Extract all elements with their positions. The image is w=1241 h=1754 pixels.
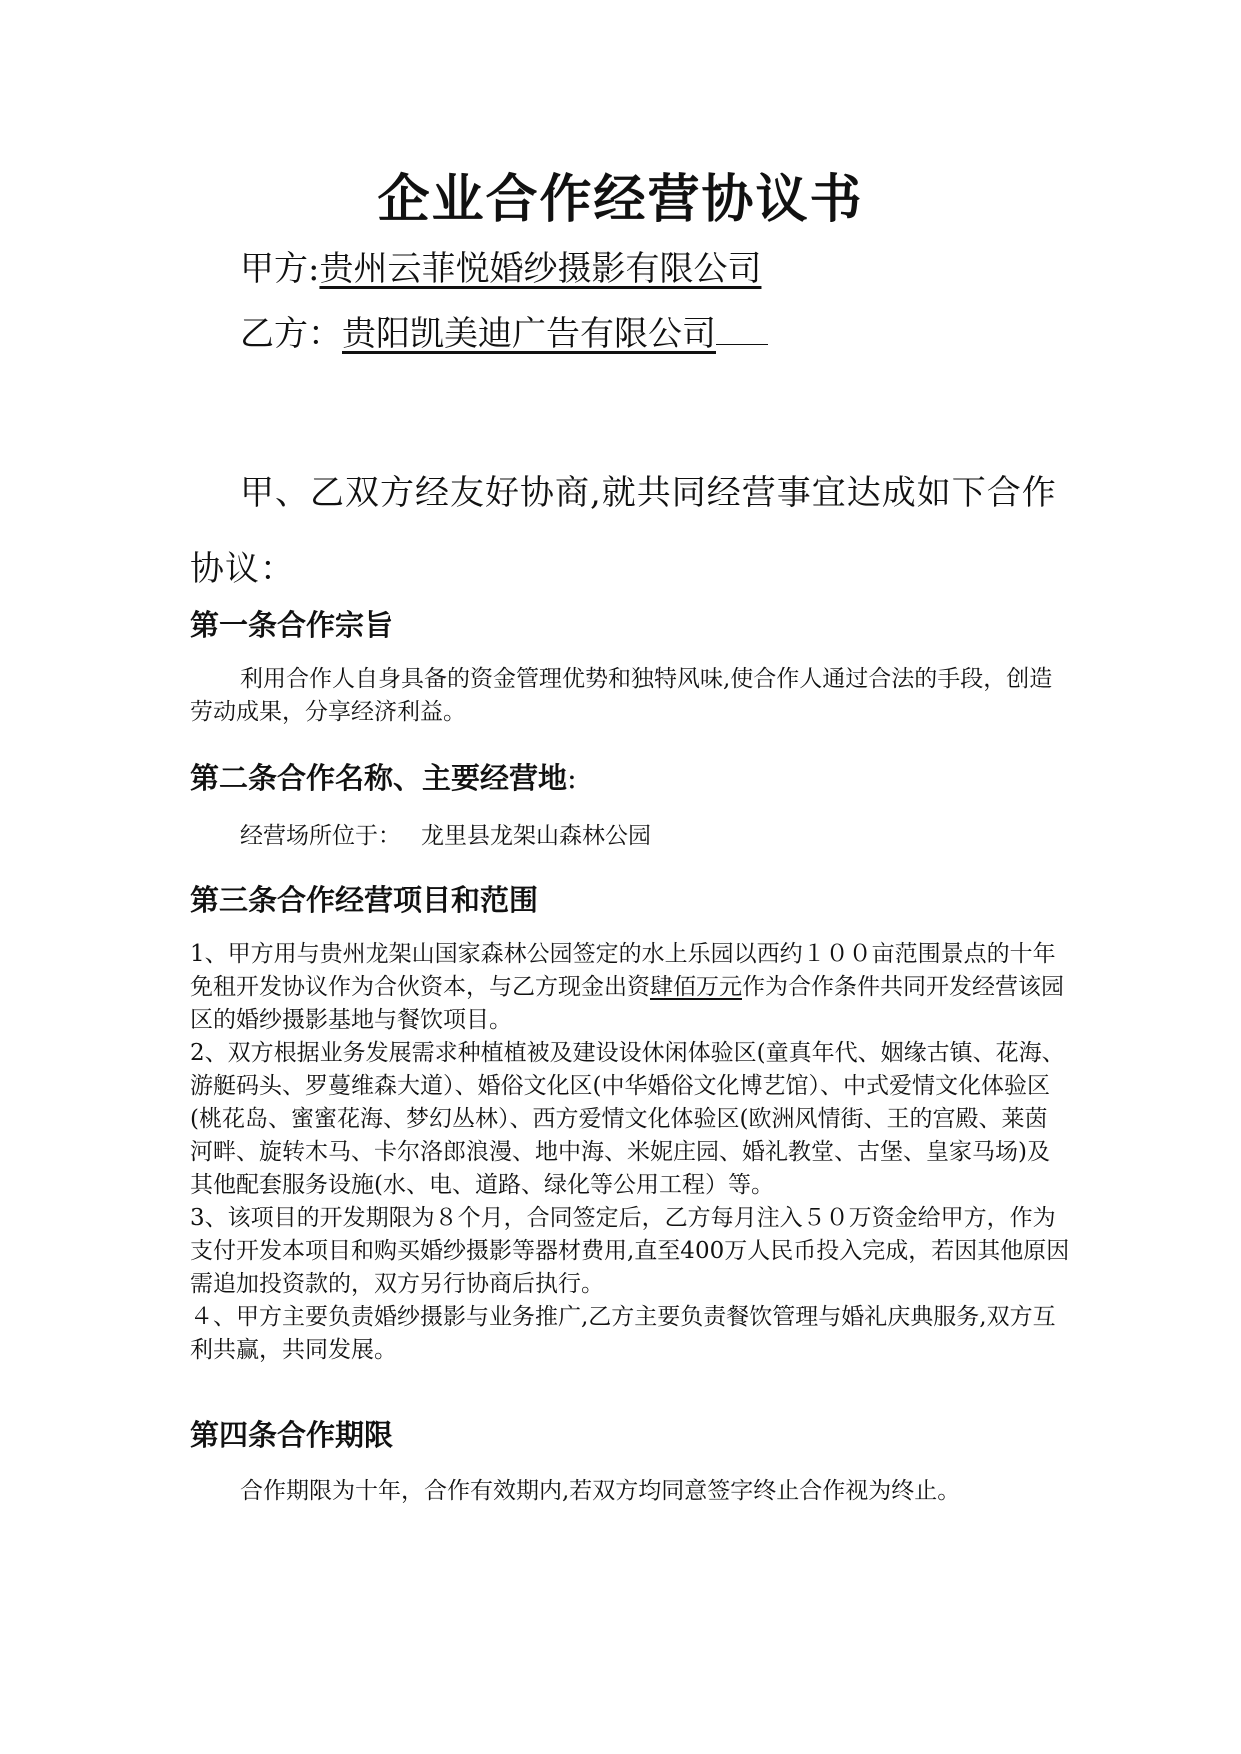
- location-label: 经营场所位于：: [240, 823, 401, 849]
- article-3-item-2: 2、双方根据业务发展需求种植植被及建设设休闲体验区(童真年代、姻缘古镇、花海、游艇码头、罗蔓维森大道）、婚俗文化区(中华婚俗文化博艺馆）、中式爱情文化体验区(桃花岛、蜜蜜花海、梦幻丛林）、西方爱情文化体验区(欧洲风情街、王的宫殿、莱茵河畔、旋转木马、卡尔洛郎浪漫、地中海、米妮庄园、婚礼教堂、古堡、皇家马场)及其他配套服务设施(水、电、道路、绿化等公用工程）等。: [190, 1040, 1065, 1198]
- article-2-location-line: [240, 820, 1040, 853]
- party-a-name: 贵州云菲悦婚纱摄影有限公司: [319, 249, 762, 289]
- article-1-heading: 第一条合作宗旨: [190, 608, 394, 642]
- article-3-item-4: ４、甲方主要负责婚纱摄影与业务推广,乙方主要负责餐饮管理与婚礼庆典服务,双方互利共赢，共同发展。: [190, 1304, 1056, 1363]
- party-b-name: 贵阳凯美迪广告有限公司: [342, 314, 716, 354]
- investment-amount: 肆佰万元: [650, 974, 742, 1000]
- article-2-heading-colon: :: [567, 761, 577, 795]
- article-1-text: 利用合作人自身具备的资金管理优势和独特风味,使合作人通过合法的手段，创造劳动成果，分享经济利益。: [190, 666, 1053, 725]
- article-3-body: [190, 938, 1070, 1367]
- article-3-item-1: 1、甲方用与贵州龙架山国家森林公园签定的水上乐园以西约１００亩范围景点的十年免租开发协议作为合伙资本，与乙方现金出资肆佰万元作为合作条件共同开发经营该园区的婚纱摄影基地与餐饮项目。: [190, 941, 1064, 1033]
- party-a-label: 甲方:: [240, 249, 320, 289]
- article-4-heading: 第四条合作期限: [190, 1418, 394, 1452]
- party-b-blank-underline: [716, 310, 768, 345]
- party-b-line: [240, 310, 768, 358]
- location-value: 龙里县龙架山森林公园: [421, 823, 651, 849]
- article-4-text: 合作期限为十年，合作有效期内,若双方均同意签字终止合作视为终止。: [240, 1478, 961, 1504]
- article-3-item-3: 3、该项目的开发期限为８个月，合同签定后，乙方每月注入５０万资金给甲方，作为支付开发本项目和购买婚纱摄影等器材费用,直至400万人民币投入完成，若因其他原因需追加投资款的，双方另行协商后执行。: [190, 1205, 1070, 1297]
- party-a-line: [240, 245, 761, 293]
- article-2-heading-text: 第二条合作名称、主要经营地: [190, 761, 568, 795]
- article-2-heading: [190, 758, 577, 798]
- intro-paragraph: 甲、乙双方经友好协商,就共同经营事宜达成如下合作协议：: [190, 473, 1057, 589]
- document-title: 企业合作经营协议书: [377, 170, 864, 230]
- party-b-label: 乙方：: [240, 314, 342, 354]
- article-3-heading: 第三条合作经营项目和范围: [190, 883, 539, 917]
